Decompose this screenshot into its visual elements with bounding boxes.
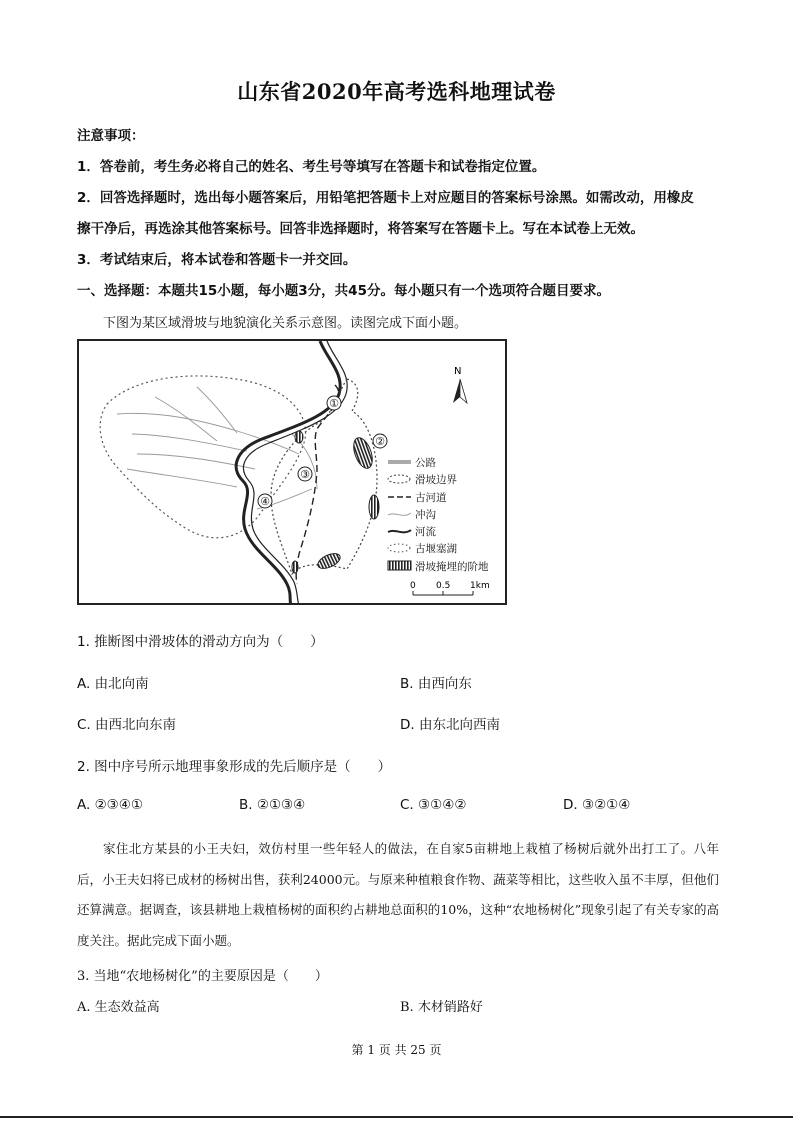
- legend-landslide-boundary: 滑坡边界: [415, 474, 457, 486]
- question-2-option-c: C. ③①④②: [400, 797, 467, 813]
- terrace-west: [295, 431, 303, 443]
- question-1-option-c: C. 由西北向东南: [77, 717, 177, 733]
- notice-item-3: 3．考试结束后，将本试卷和答题卡一并交回。: [77, 252, 357, 268]
- question-3-option-b: B. 木材销路好: [400, 1000, 483, 1015]
- passage-2: 家住北方某县的小王夫妇，效仿村里一些年轻人的做法，在自家5亩耕地上栽植了杨树后就外出打工了。八年后，小王夫妇将已成材的杨树出售，获利24000元。与原来种植粮食作物、蔬菜等相比，这些收入虽不丰厚，但他们还算满意。据调查，该县耕地上栽植杨树的面积约占耕地总面积的10%，这种“农地杨树化”现象引起了有关专家的高度关注。据此完成下面小题。: [77, 841, 719, 949]
- question-1-stem: 1. 推断图中滑坡体的滑动方向为（ ）: [77, 634, 324, 650]
- question-2-option-b: B. ②①③④: [239, 797, 306, 813]
- label-2: ②: [375, 435, 385, 448]
- legend-paleo-lake: 古堰塞湖: [415, 543, 457, 555]
- scale-0: 0: [410, 581, 416, 591]
- intro-1: 下图为某区域滑坡与地貌演化关系示意图。读图完成下面小题。: [103, 316, 468, 331]
- legend-river: 河流: [415, 526, 436, 538]
- terrace-east: [369, 495, 379, 519]
- scale-half: 0.5: [436, 581, 451, 591]
- legend-road: 公路: [415, 457, 436, 469]
- north-label: N: [454, 366, 462, 377]
- label-4: ④: [260, 495, 270, 508]
- legend-gully: 冲沟: [415, 509, 436, 521]
- question-1-option-a: A. 由北向南: [77, 676, 149, 692]
- notice-item-1: 1．答卷前，考生务必将自己的姓名、考生号等填写在答题卡和试卷指定位置。: [77, 159, 546, 175]
- question-3-stem: 3. 当地“农地杨树化”的主要原因是（ ）: [77, 969, 328, 984]
- question-3-option-a: A. 生态效益高: [77, 1000, 160, 1015]
- legend-paleo-channel: 古河道: [415, 492, 447, 504]
- legend-buried-terrace: 滑坡掩埋的阶地: [415, 561, 489, 573]
- terrace-sw: [292, 561, 298, 573]
- question-2-stem: 2. 图中序号所示地理事象形成的先后顺序是（ ）: [77, 759, 392, 775]
- label-3: ③: [300, 468, 310, 481]
- question-2-option-d: D. ③②①④: [563, 797, 631, 813]
- notice-item-2-line-2: 擦干净后，再选涂其他答案标号。回答非选择题时，将答案写在答题卡上。写在本试卷上无效。: [77, 221, 644, 237]
- scale-1km: 1km: [470, 581, 490, 591]
- landslide-map: [77, 339, 507, 605]
- bottom-divider: [0, 1116, 793, 1118]
- question-1-option-d: D. 由东北向西南: [400, 717, 500, 733]
- notice-item-2-line-1: 2．回答选择题时，选出每小题答案后，用铅笔把答题卡上对应题目的答案标号涂黑。如需改动，用橡皮: [77, 190, 694, 206]
- section-1-heading: 一、选择题：本题共15小题，每小题3分，共45分。每小题只有一个选项符合题目要求。: [77, 283, 610, 299]
- label-1: ①: [329, 397, 339, 410]
- question-2-option-a: A. ②③④①: [77, 797, 143, 813]
- question-1-option-b: B. 由西向东: [400, 676, 472, 692]
- page-footer: 第 1 页 共 25 页: [351, 1043, 442, 1057]
- page-title: 山东省2020年高考选科地理试卷: [237, 79, 556, 104]
- notice-heading: 注意事项：: [77, 128, 145, 144]
